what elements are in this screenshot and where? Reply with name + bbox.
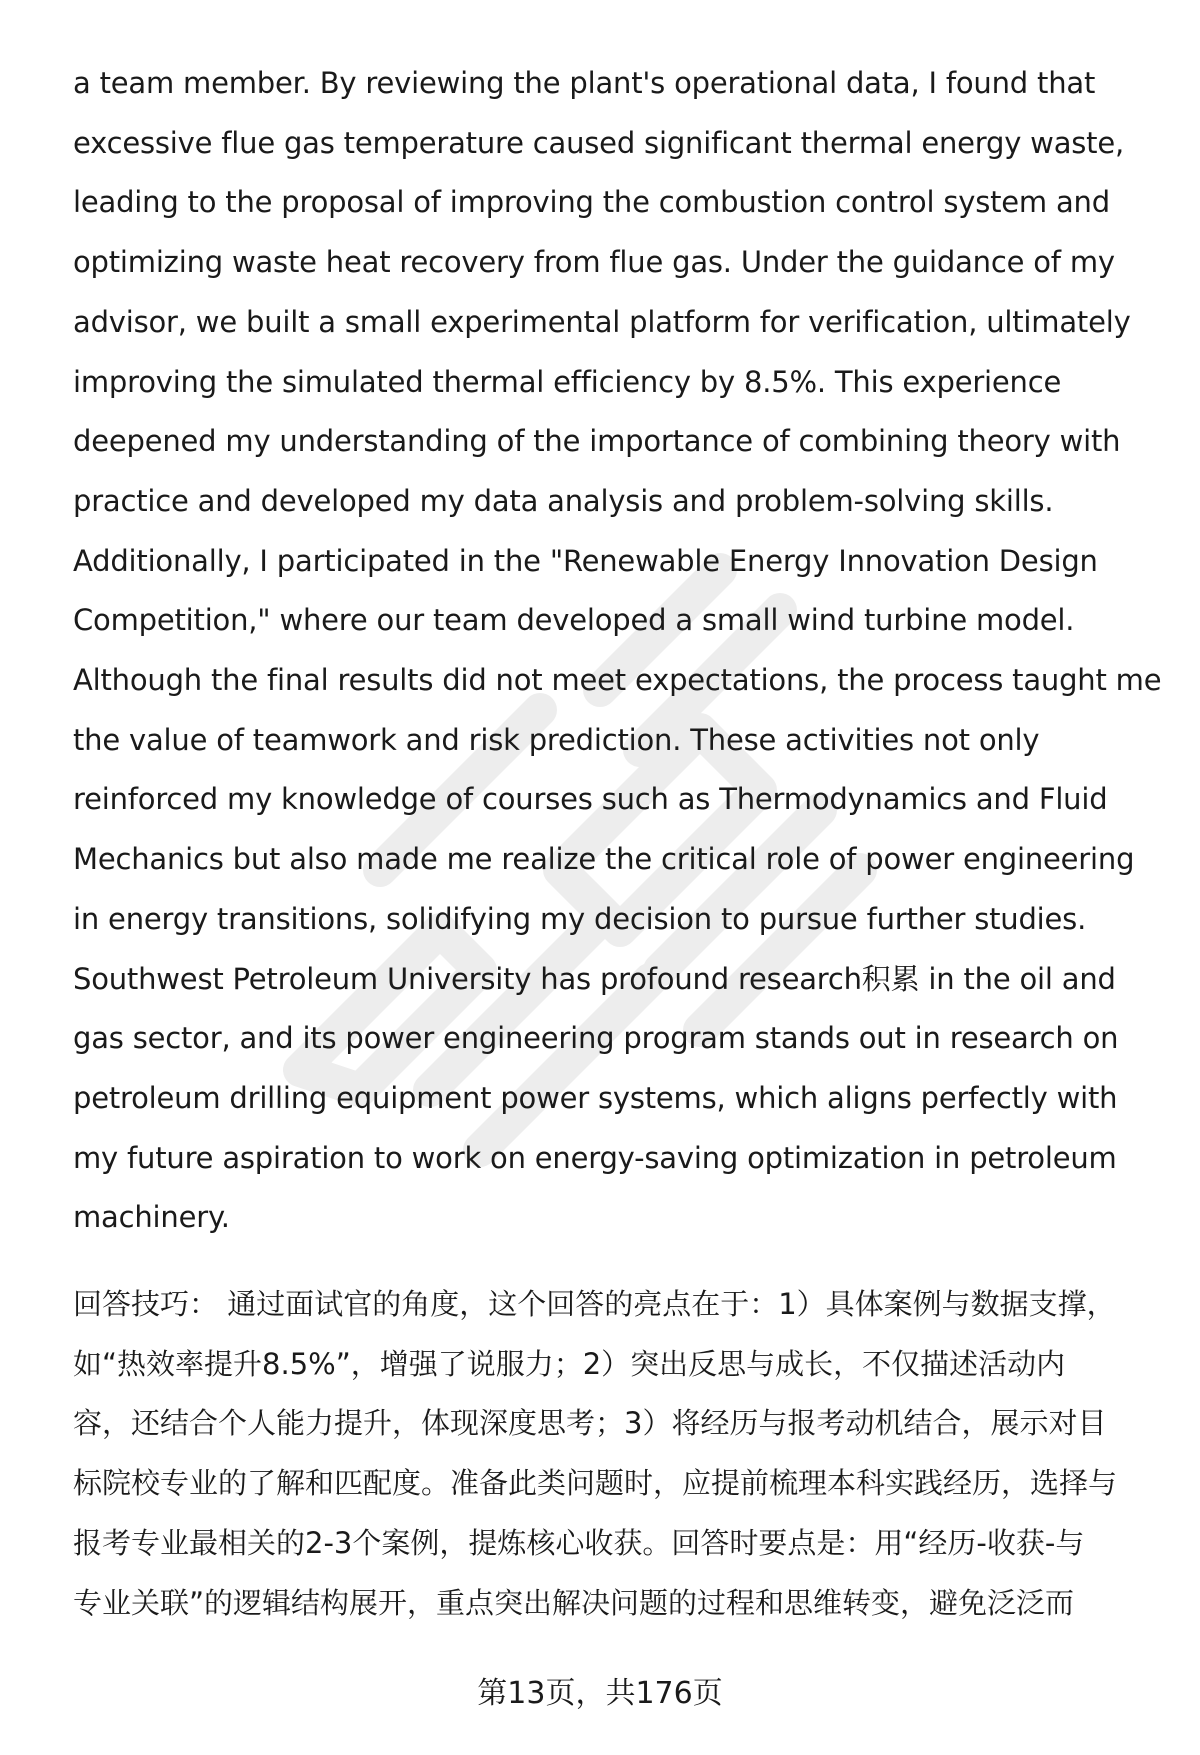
text-line: Southwest Petroleum University has profound research积累 in the oil and — [73, 961, 1116, 996]
page-number-footer: 第13页，共176页 — [477, 1676, 723, 1711]
tips-line: 容，还结合个人能力提升，体现深度思考；3）将经历与报考动机结合，展示对目 — [73, 1406, 1107, 1441]
text-line: practice and developed my data analysis and problem-solving skills. — [73, 483, 1054, 518]
text-line: Additionally, I participated in the "Renewable Energy Innovation Design — [73, 543, 1098, 578]
text-line: optimizing waste heat recovery from flue gas. Under the guidance of my — [73, 245, 1115, 280]
answer-tips-paragraph — [73, 1275, 1153, 1633]
text-line: the value of teamwork and risk prediction. These activities not only — [73, 722, 1040, 757]
text-line: machinery. — [73, 1200, 230, 1235]
tips-line: 专业关联”的逻辑结构展开，重点突出解决问题的过程和思维转变，避免泛泛而 — [73, 1585, 1075, 1620]
tips-line: 回答技巧： 通过面试官的角度，这个回答的亮点在于：1）具体案例与数据支撑， — [73, 1287, 1116, 1321]
text-line: in energy transitions, solidifying my decision to pursue further studies. — [73, 901, 1087, 936]
text-line: Although the final results did not meet expectations, the process taught me — [73, 663, 1162, 698]
text-line: deepened my understanding of the importance of combining theory with — [73, 424, 1121, 459]
tips-line: 报考专业最相关的2-3个案例，提炼核心收获。回答时要点是：用“经历-收获-与 — [73, 1525, 1085, 1560]
answer-paragraph — [73, 54, 1162, 1248]
text-line: gas sector, and its power engineering program stands out in research on — [73, 1021, 1119, 1056]
text-line: advisor, we built a small experimental platform for verification, ultimately — [73, 304, 1131, 339]
text-line: my future aspiration to work on energy-saving optimization in petroleum — [73, 1140, 1117, 1175]
text-line: a team member. By reviewing the plant's operational data, I found that — [73, 66, 1096, 100]
text-line: excessive flue gas temperature caused significant thermal energy waste, — [73, 125, 1125, 160]
text-line: Mechanics but also made me realize the critical role of power engineering — [73, 842, 1135, 877]
text-line: reinforced my knowledge of courses such as Thermodynamics and Fluid — [73, 782, 1108, 817]
text-line: Competition," where our team developed a small wind turbine model. — [73, 603, 1075, 638]
text-line: petroleum drilling equipment power systems, which aligns perfectly with — [73, 1080, 1118, 1115]
tips-line: 如“热效率提升8.5%”，增强了说服力；2）突出反思与成长，不仅描述活动内 — [73, 1346, 1066, 1381]
tips-line: 标院校专业的了解和匹配度。准备此类问题时，应提前梳理本科实践经历，选择与 — [73, 1466, 1118, 1501]
text-line: leading to the proposal of improving the combustion control system and — [73, 185, 1110, 220]
text-line: improving the simulated thermal efficiency by 8.5%. This experience — [73, 364, 1062, 399]
